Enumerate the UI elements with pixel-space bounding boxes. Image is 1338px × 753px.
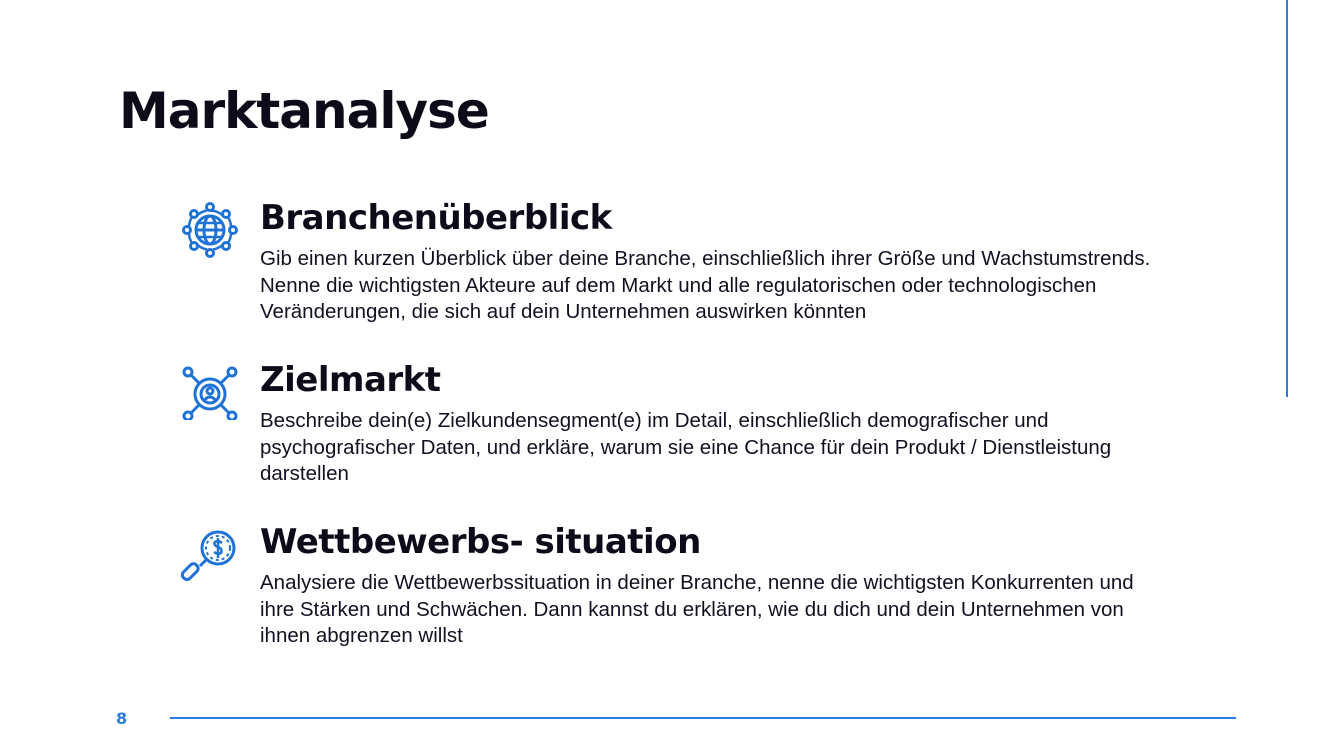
section-text: Beschreibe dein(e) Zielkundensegment(e) im Detail, einschließlich demografischer und psychografischer Daten, und erkläre, warum sie eine Chance für dein Produkt / Dienstleistung darstellen bbox=[260, 409, 1112, 485]
target-customer-icon bbox=[180, 360, 240, 420]
search-dollar-icon bbox=[180, 522, 240, 582]
section-heading: Branchenüberblick bbox=[260, 198, 612, 238]
section-text: Gib einen kurzen Überblick über deine Branche, einschließlich ihrer Größe und Wachstumstrends. Nenne die wichtigsten Akteure auf dem Markt und alle regulatorischen oder technologischen Veränderungen, die sich auf dein Unternehmen auswirken könnten bbox=[260, 247, 1151, 323]
section-text: Analysiere die Wettbewerbssituation in deiner Branche, nenne die wichtigsten Konkurrenten und ihre Stärken und Schwächen. Dann kannst du erklären, wie du dich und dein Unternehmen von ihnen abgrenzen willst bbox=[260, 571, 1134, 647]
page-number: 8 bbox=[116, 709, 128, 728]
footer-divider bbox=[170, 717, 1236, 719]
section-heading: Wettbewerbs- situation bbox=[260, 522, 701, 562]
decorative-vertical-line bbox=[1286, 0, 1288, 397]
page-title: Marktanalyse bbox=[119, 82, 489, 140]
section-heading: Zielmarkt bbox=[260, 360, 441, 400]
globe-network-icon bbox=[180, 198, 240, 258]
